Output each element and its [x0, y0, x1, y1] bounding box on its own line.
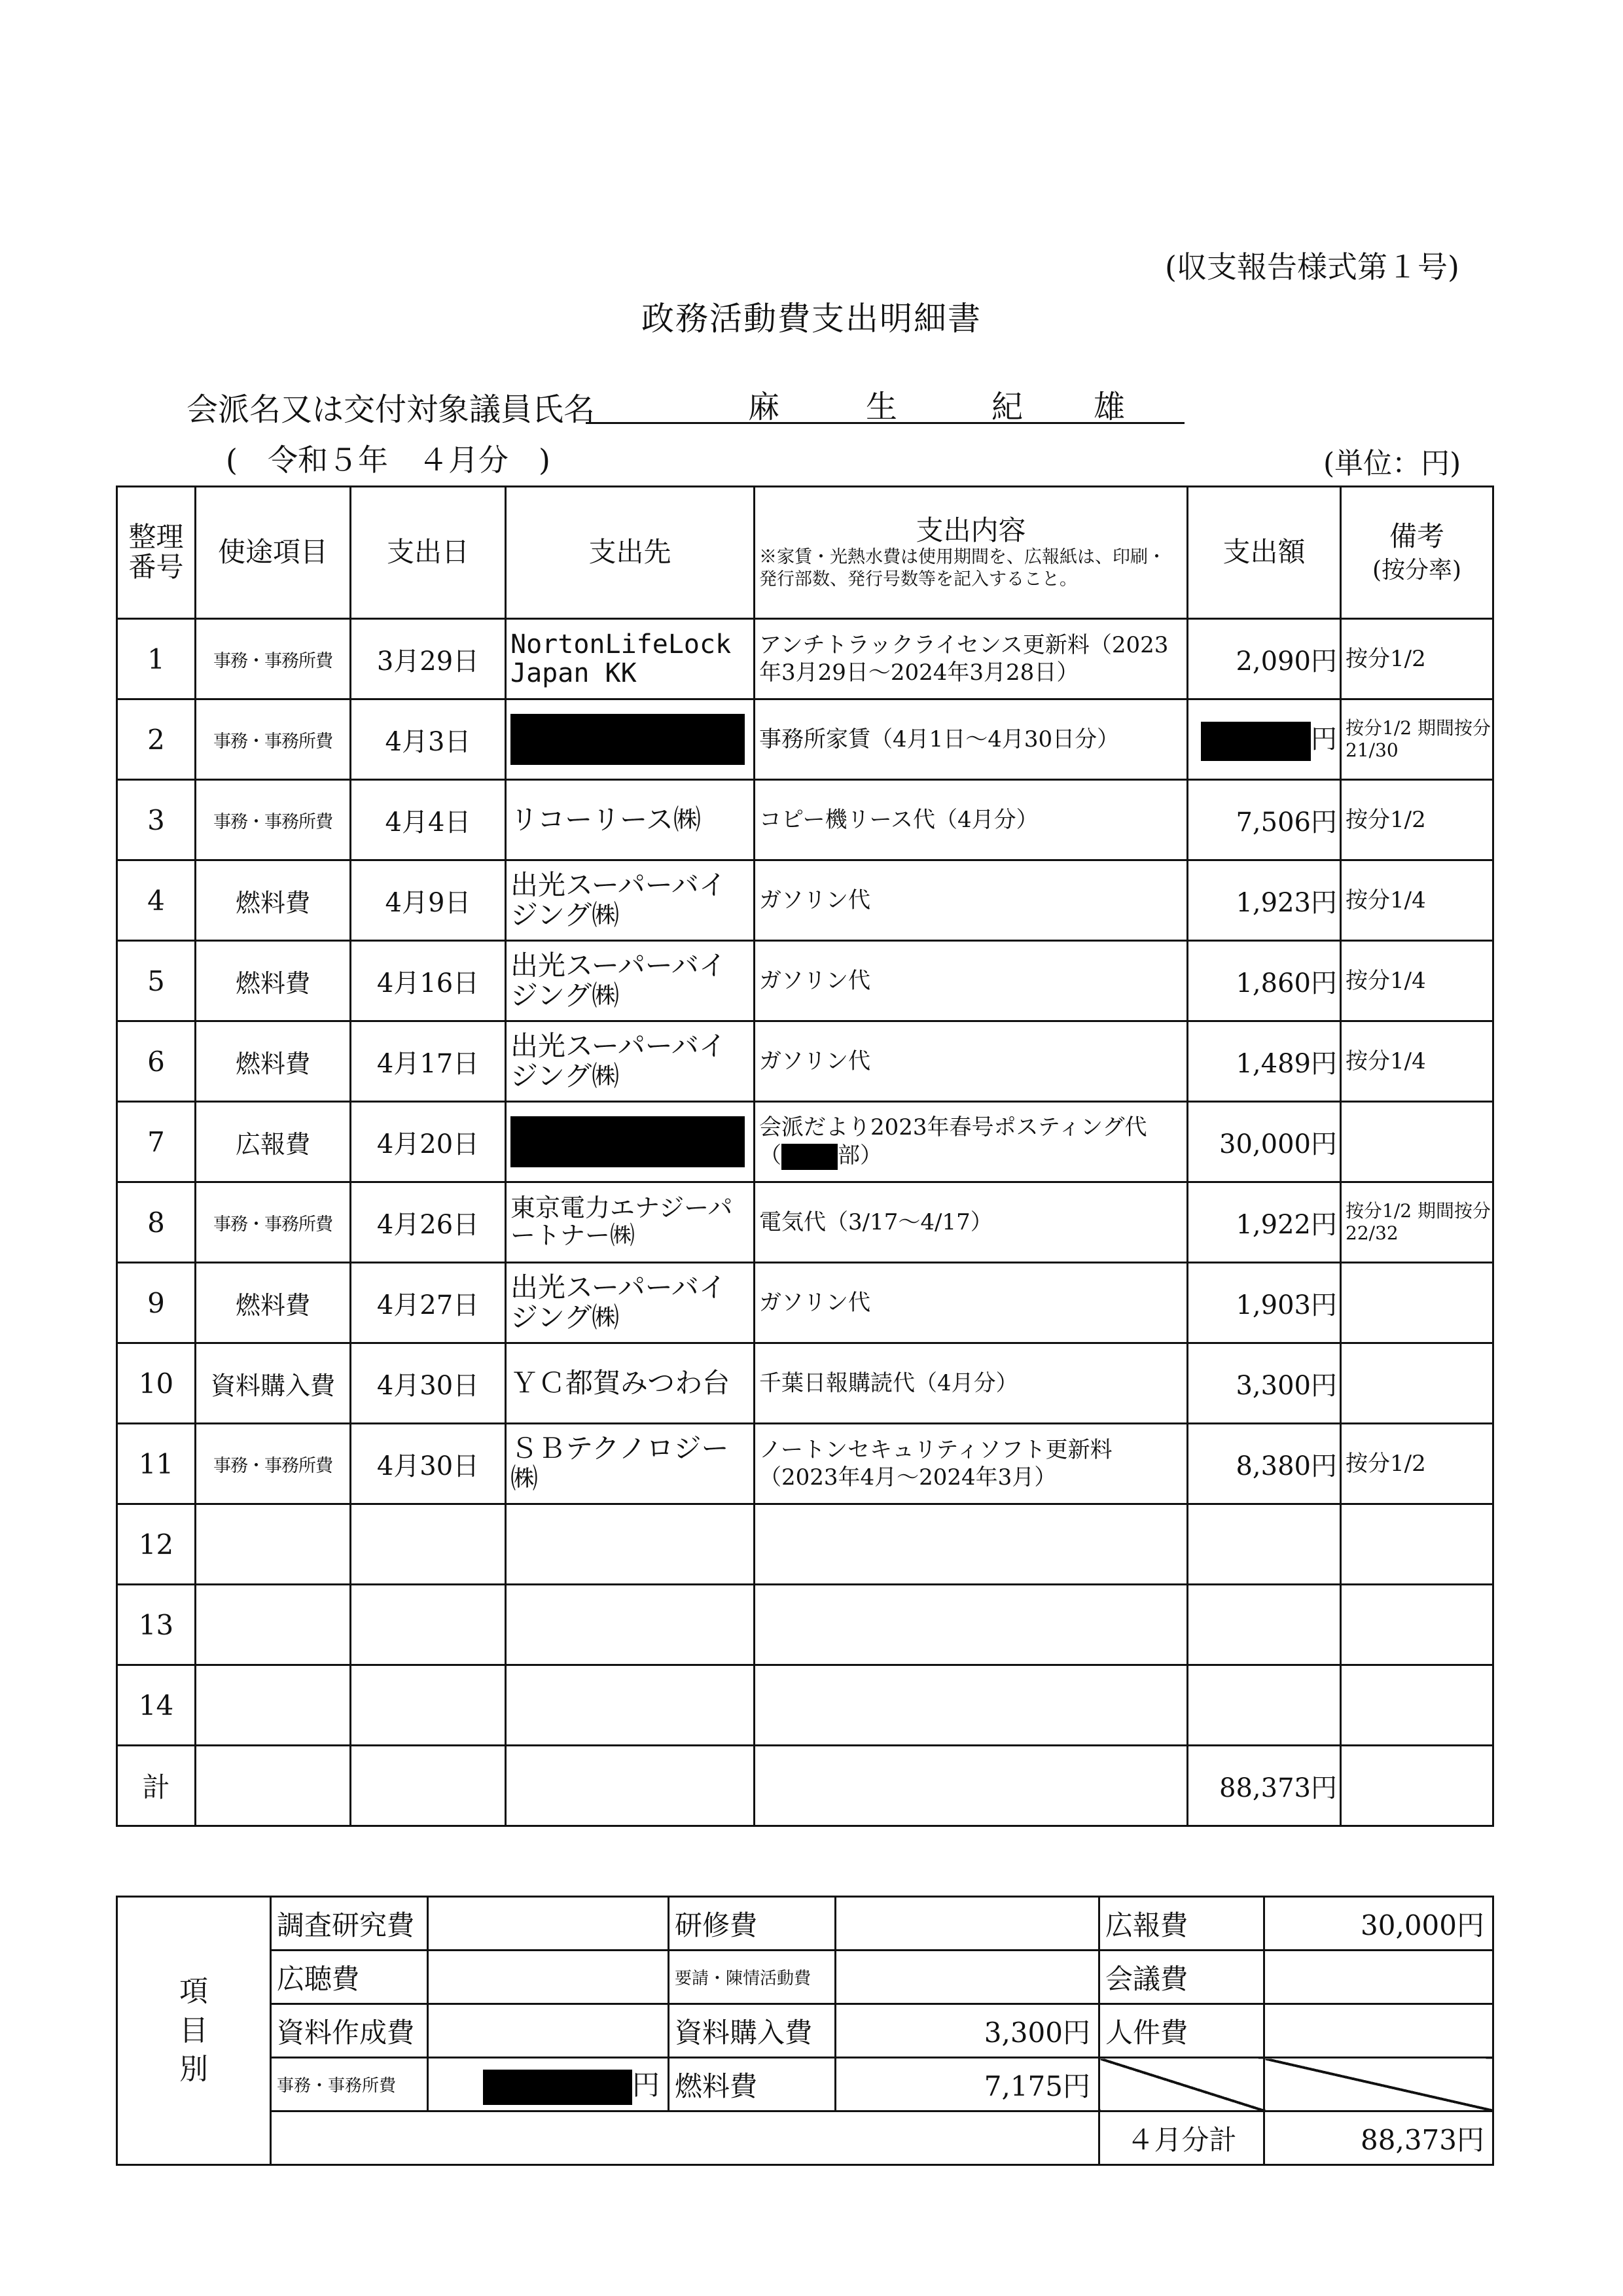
- row-content: 千葉日報購読代（4月分）: [755, 1343, 1188, 1424]
- row-category: 資料購入費: [196, 1343, 351, 1424]
- summary-row: [117, 1897, 1493, 1951]
- total-label: 計: [117, 1746, 196, 1826]
- summary-row: [117, 1951, 1493, 2004]
- row-payee: 出光スーパーバイジング㈱: [506, 860, 755, 941]
- table-row: [117, 1182, 1493, 1263]
- summary-label: 資料作成費: [271, 2004, 428, 2058]
- row-date: 4月30日: [351, 1424, 506, 1504]
- row-remarks: 按分1/4: [1341, 941, 1493, 1021]
- table-row: [117, 1263, 1493, 1343]
- row-date: 4月27日: [351, 1263, 506, 1343]
- row-remarks: [1341, 1102, 1493, 1182]
- summary-label: 燃料費: [669, 2058, 836, 2111]
- row-amount: 円: [1188, 699, 1341, 780]
- row-content: ノートンセキュリティソフト更新料（2023年4月～2024年3月）: [755, 1424, 1188, 1504]
- content-header-note: ※家賃・光熱水費は使用期間を、広報紙は、印刷・発行部数、発行号数等を記入すること。: [759, 546, 1166, 590]
- summary-row: [117, 2111, 1493, 2165]
- row-payee: 東京電力エナジーパートナー㈱: [506, 1182, 755, 1263]
- row-amount: 7,506円: [1188, 780, 1341, 860]
- row-number: 11: [117, 1424, 196, 1504]
- name-char: 生: [866, 389, 898, 425]
- row-amount: 1,489円: [1188, 1021, 1341, 1102]
- name-char: 紀: [991, 389, 1024, 425]
- category-summary-table: [116, 1896, 1494, 2166]
- table-row: [117, 1021, 1493, 1102]
- row-number: 12: [117, 1504, 196, 1585]
- col-header-no: 整理番号: [117, 487, 196, 619]
- table-row: [117, 780, 1493, 860]
- row-payee: ＹＣ都賀みつわ台: [506, 1343, 755, 1424]
- row-number: 13: [117, 1585, 196, 1665]
- row-remarks: 按分1/2: [1341, 619, 1493, 699]
- row-remarks: 按分1/2: [1341, 1424, 1493, 1504]
- row-remarks: 按分1/2 期間按分21/30: [1341, 699, 1493, 780]
- row-date: 4月3日: [351, 699, 506, 780]
- summary-label: 要請・陳情活動費: [669, 1951, 836, 2004]
- redaction-block: [1201, 722, 1311, 761]
- row-date: 4月20日: [351, 1102, 506, 1182]
- row-category: 事務・事務所費: [196, 1182, 351, 1263]
- remarks-header-label: 備考: [1389, 520, 1444, 553]
- table-row: [117, 699, 1493, 780]
- document-title: 政務活動費支出明細書: [641, 300, 982, 338]
- row-date: 4月16日: [351, 941, 506, 1021]
- col-header-category: 使途項目: [196, 487, 351, 619]
- summary-row: [117, 2058, 1493, 2111]
- col-header-content: [755, 487, 1188, 619]
- name-char: 麻: [748, 389, 780, 425]
- row-date: 4月30日: [351, 1343, 506, 1424]
- table-row: [117, 860, 1493, 941]
- col-header-payee: 支出先: [506, 487, 755, 619]
- summary-label: 広報費: [1099, 1897, 1264, 1951]
- row-category: 事務・事務所費: [196, 1424, 351, 1504]
- row-category: 燃料費: [196, 941, 351, 1021]
- row-date: 3月29日: [351, 619, 506, 699]
- summary-value: [836, 1951, 1099, 2004]
- remarks-header-sub: (按分率): [1372, 556, 1462, 584]
- row-remarks: 按分1/2: [1341, 780, 1493, 860]
- row-amount: 1,923円: [1188, 860, 1341, 941]
- col-header-date: 支出日: [351, 487, 506, 619]
- row-content: ガソリン代: [755, 1263, 1188, 1343]
- summary-label: 資料購入費: [669, 2004, 836, 2058]
- row-category: 事務・事務所費: [196, 619, 351, 699]
- row-date: 4月4日: [351, 780, 506, 860]
- table-row: [117, 1343, 1493, 1424]
- summary-label: 事務・事務所費: [271, 2058, 428, 2111]
- summary-value: 円: [428, 2058, 669, 2111]
- summary-value: 30,000円: [1264, 1897, 1493, 1951]
- row-number: 7: [117, 1102, 196, 1182]
- form-number: (収支報告様式第１号): [1165, 249, 1459, 285]
- row-amount: 30,000円: [1188, 1102, 1341, 1182]
- row-number: 4: [117, 860, 196, 941]
- row-remarks: [1341, 1343, 1493, 1424]
- row-content: 会派だより2023年春号ポスティング代 （ 部）: [755, 1102, 1188, 1182]
- row-remarks: 按分1/4: [1341, 860, 1493, 941]
- row-content: 電気代（3/17～4/17）: [755, 1182, 1188, 1263]
- row-number: 3: [117, 780, 196, 860]
- row-content: 事務所家賃（4月1日～4月30日分）: [755, 699, 1188, 780]
- member-name: [586, 381, 1185, 424]
- row-number: 9: [117, 1263, 196, 1343]
- col-header-amount: 支出額: [1188, 487, 1341, 619]
- summary-value: [836, 1897, 1099, 1951]
- row-category: 燃料費: [196, 860, 351, 941]
- row-number: 2: [117, 699, 196, 780]
- row-payee: [506, 699, 755, 780]
- row-payee: 出光スーパーバイジング㈱: [506, 1021, 755, 1102]
- diagonal-cell: [1099, 2058, 1264, 2111]
- row-remarks: [1341, 1263, 1493, 1343]
- row-remarks: 按分1/2 期間按分22/32: [1341, 1182, 1493, 1263]
- row-category: 燃料費: [196, 1263, 351, 1343]
- table-header-row: [117, 487, 1493, 619]
- table-row: [117, 1665, 1493, 1746]
- redaction-block: [510, 1116, 745, 1167]
- row-number: 1: [117, 619, 196, 699]
- row-number: 5: [117, 941, 196, 1021]
- row-amount: 8,380円: [1188, 1424, 1341, 1504]
- row-amount: 1,922円: [1188, 1182, 1341, 1263]
- redaction-block: [510, 714, 745, 765]
- summary-label: 調査研究費: [271, 1897, 428, 1951]
- row-category: 広報費: [196, 1102, 351, 1182]
- row-amount: 3,300円: [1188, 1343, 1341, 1424]
- content-header-label: 支出内容: [916, 514, 1026, 546]
- col-header-remarks: [1341, 487, 1493, 619]
- diagonal-cell: [1264, 2058, 1493, 2111]
- expense-table: [116, 486, 1494, 1827]
- row-amount: 2,090円: [1188, 619, 1341, 699]
- table-row: [117, 941, 1493, 1021]
- summary-value: [428, 1951, 669, 2004]
- summary-value: 3,300円: [836, 2004, 1099, 2058]
- month-total-value: 88,373円: [1264, 2111, 1493, 2165]
- table-row: [117, 1424, 1493, 1504]
- row-content: コピー機リース代（4月分）: [755, 780, 1188, 860]
- row-date: 4月26日: [351, 1182, 506, 1263]
- row-payee: NortonLifeLock Japan KK: [506, 619, 755, 699]
- row-payee: リコーリース㈱: [506, 780, 755, 860]
- row-content: ガソリン代: [755, 941, 1188, 1021]
- row-payee: 出光スーパーバイジング㈱: [506, 1263, 755, 1343]
- total-row: [117, 1746, 1493, 1826]
- name-char: 雄: [1094, 389, 1126, 425]
- row-date: 4月17日: [351, 1021, 506, 1102]
- name-label: 会派名又は交付対象議員氏名: [187, 391, 596, 428]
- total-amount: 88,373円: [1188, 1746, 1341, 1826]
- row-number: 8: [117, 1182, 196, 1263]
- row-content: ガソリン代: [755, 860, 1188, 941]
- row-remarks: 按分1/4: [1341, 1021, 1493, 1102]
- summary-side-label: 項 目 別: [117, 1897, 271, 2165]
- report-period: ( 令和５年 ４月分 ): [226, 442, 550, 478]
- table-row: [117, 619, 1493, 699]
- summary-value: [428, 1897, 669, 1951]
- row-category: 燃料費: [196, 1021, 351, 1102]
- unit-label: (単位：円): [1323, 447, 1461, 480]
- summary-label: 会議費: [1099, 1951, 1264, 2004]
- row-payee: 出光スーパーバイジング㈱: [506, 941, 755, 1021]
- redaction-block: [781, 1144, 838, 1170]
- summary-label: 広聴費: [271, 1951, 428, 2004]
- row-content: ガソリン代: [755, 1021, 1188, 1102]
- table-row: [117, 1504, 1493, 1585]
- summary-value: 7,175円: [836, 2058, 1099, 2111]
- row-number: 10: [117, 1343, 196, 1424]
- summary-row: [117, 2004, 1493, 2058]
- redaction-block: [483, 2070, 632, 2105]
- row-category: 事務・事務所費: [196, 699, 351, 780]
- summary-label: 人件費: [1099, 2004, 1264, 2058]
- summary-value: [1264, 2004, 1493, 2058]
- row-date: 4月9日: [351, 860, 506, 941]
- table-row: [117, 1585, 1493, 1665]
- row-payee: ＳＢテクノロジー㈱: [506, 1424, 755, 1504]
- row-amount: 1,903円: [1188, 1263, 1341, 1343]
- row-number: 6: [117, 1021, 196, 1102]
- row-amount: 1,860円: [1188, 941, 1341, 1021]
- row-number: 14: [117, 1665, 196, 1746]
- row-content: アンチトラックライセンス更新料（2023年3月29日～2024年3月28日）: [755, 619, 1188, 699]
- summary-value: [1264, 1951, 1493, 2004]
- month-total-label: ４月分計: [1099, 2111, 1264, 2165]
- row-payee: [506, 1102, 755, 1182]
- summary-value: [428, 2004, 669, 2058]
- table-row: [117, 1102, 1493, 1182]
- summary-blank: [271, 2111, 1099, 2165]
- row-category: 事務・事務所費: [196, 780, 351, 860]
- summary-label: 研修費: [669, 1897, 836, 1951]
